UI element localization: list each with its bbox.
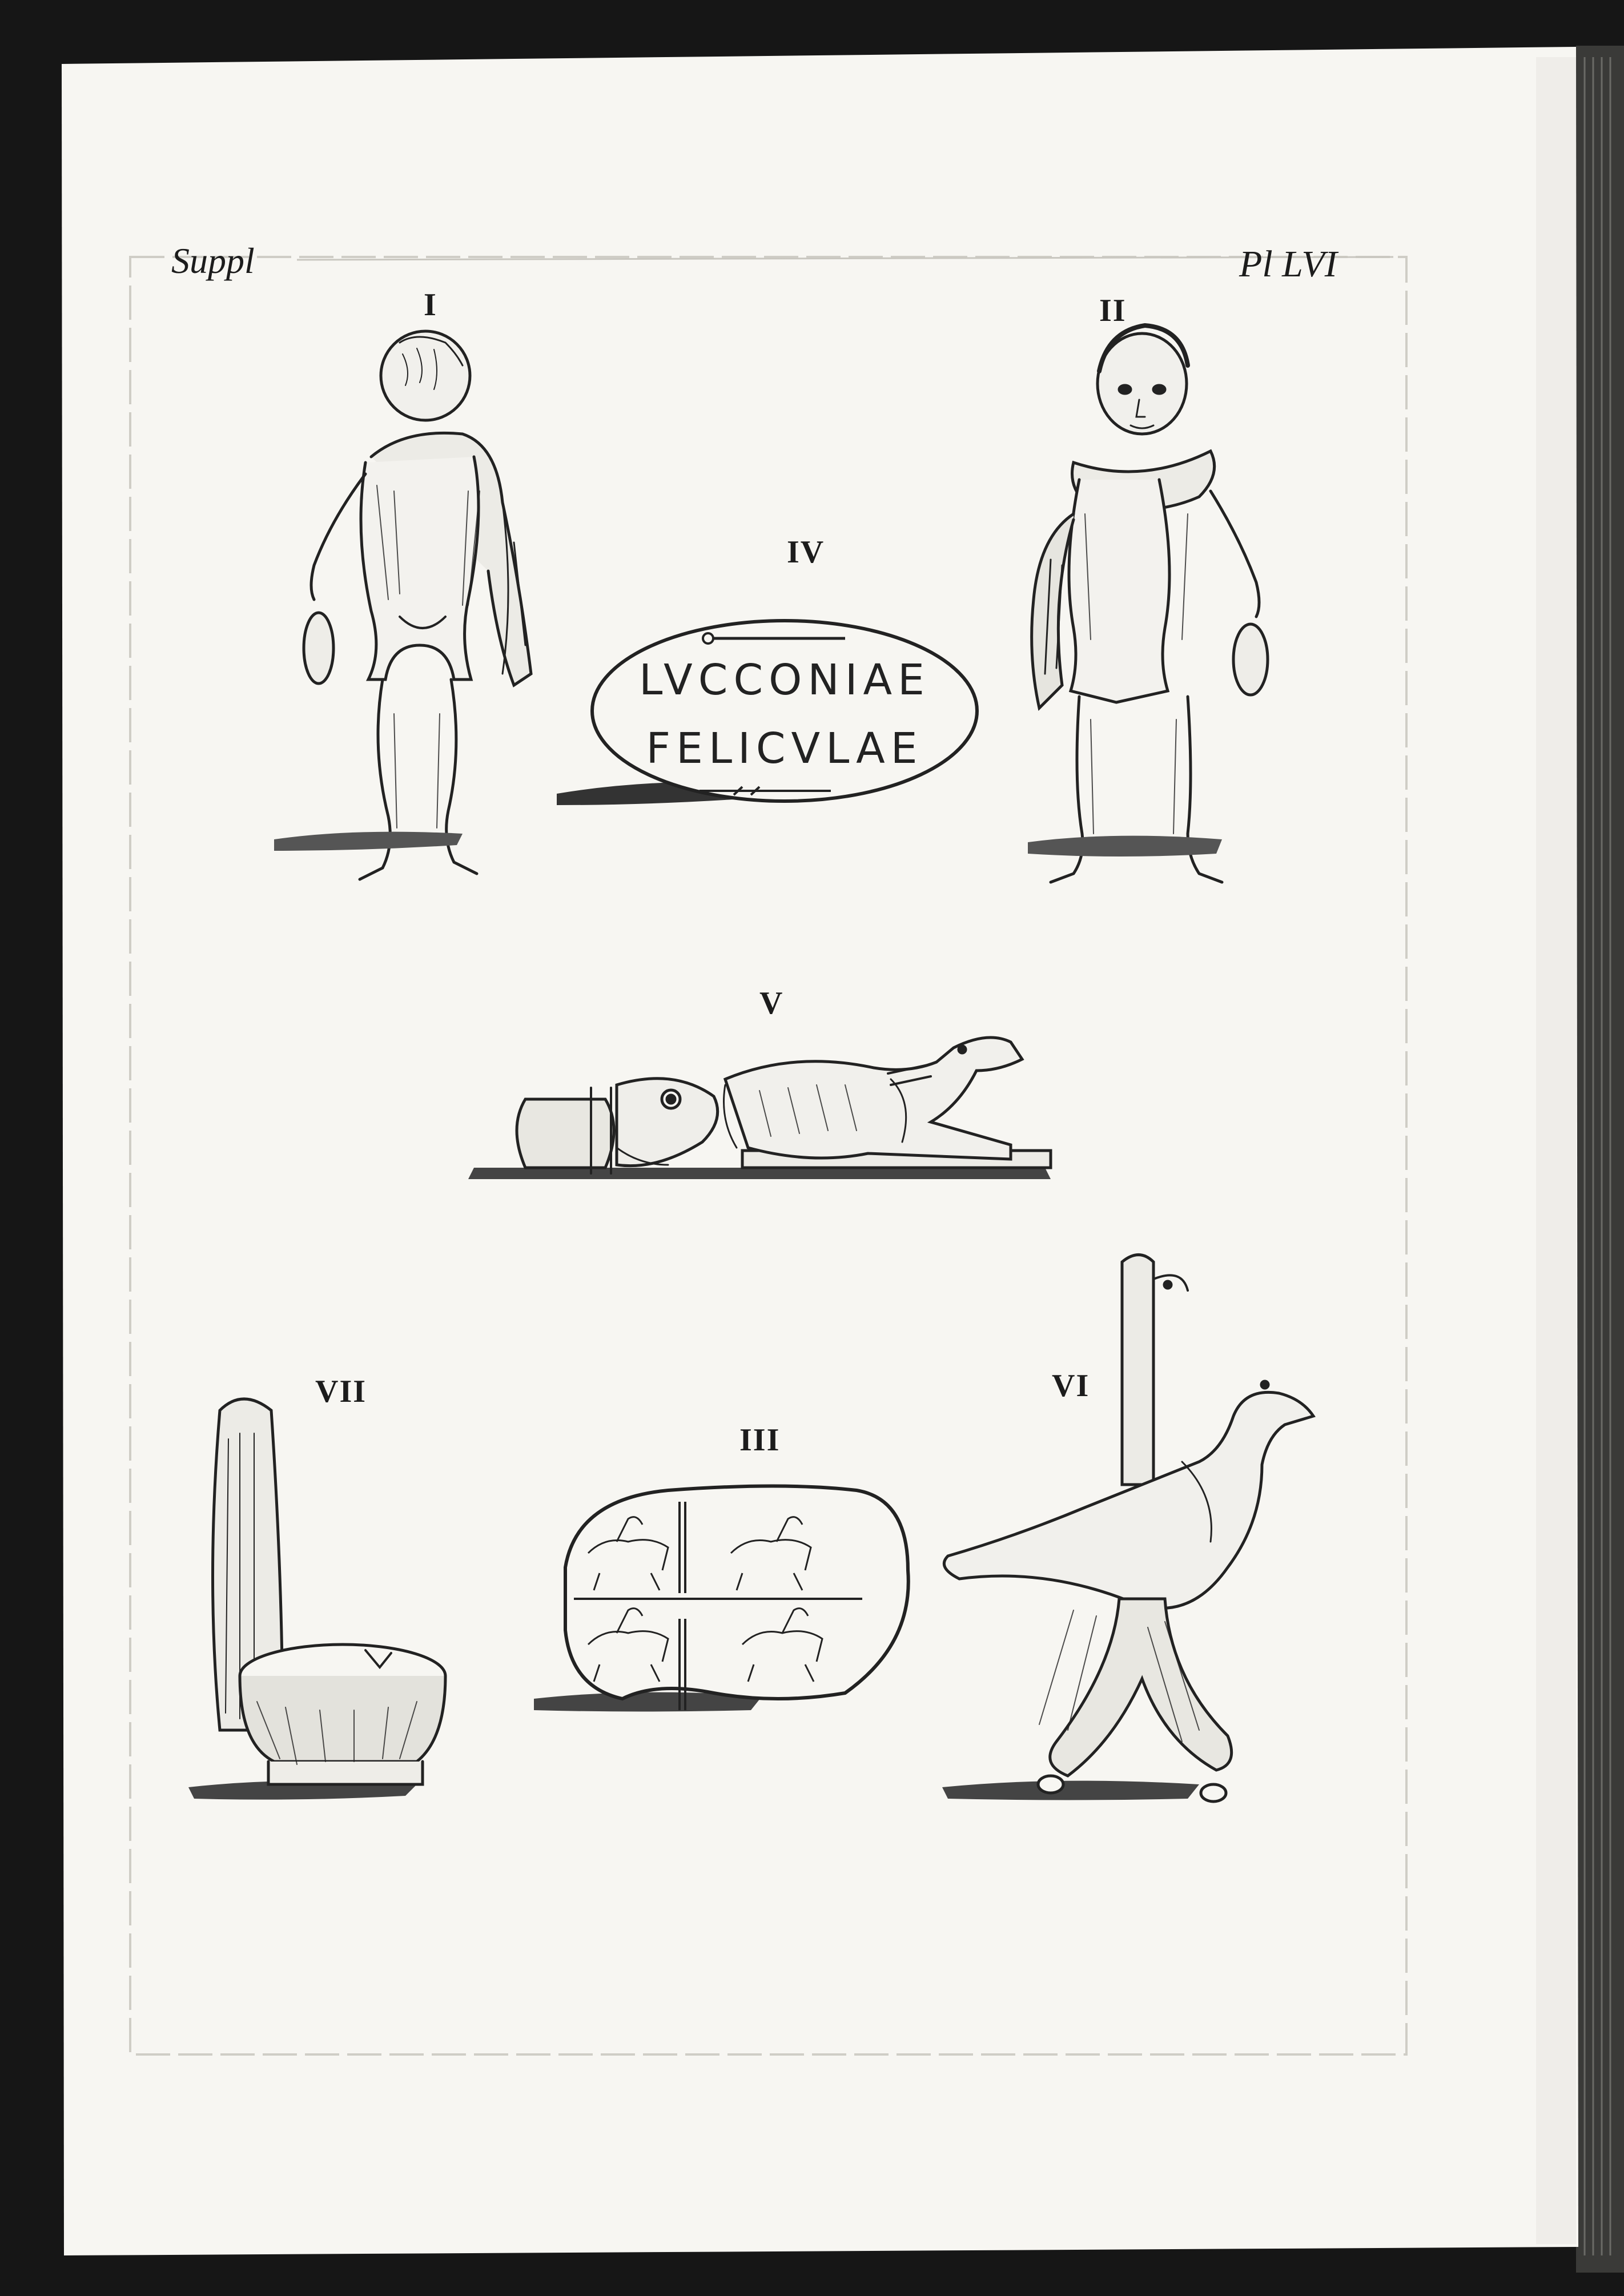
figure-label-iv: IV [787,534,825,570]
figure-label-iii: III [739,1422,781,1458]
figure-label-vi: VI [1052,1368,1090,1404]
seal-inscription-line-1: LVCCONIAE [639,656,930,705]
figure-label-i: I [424,287,437,323]
seal-inscription-line-2: FELICVLAE [646,724,923,773]
plate-header-left: Suppl [171,240,255,281]
plate-header-right: Pl LVI [1239,243,1337,285]
figure-label-v: V [759,986,784,1021]
figure-label-vii: VII [315,1374,367,1409]
figure-iii-gem-horsemen [534,1486,909,1712]
figure-label-ii: II [1099,293,1127,328]
book-edge [1576,46,1624,2273]
